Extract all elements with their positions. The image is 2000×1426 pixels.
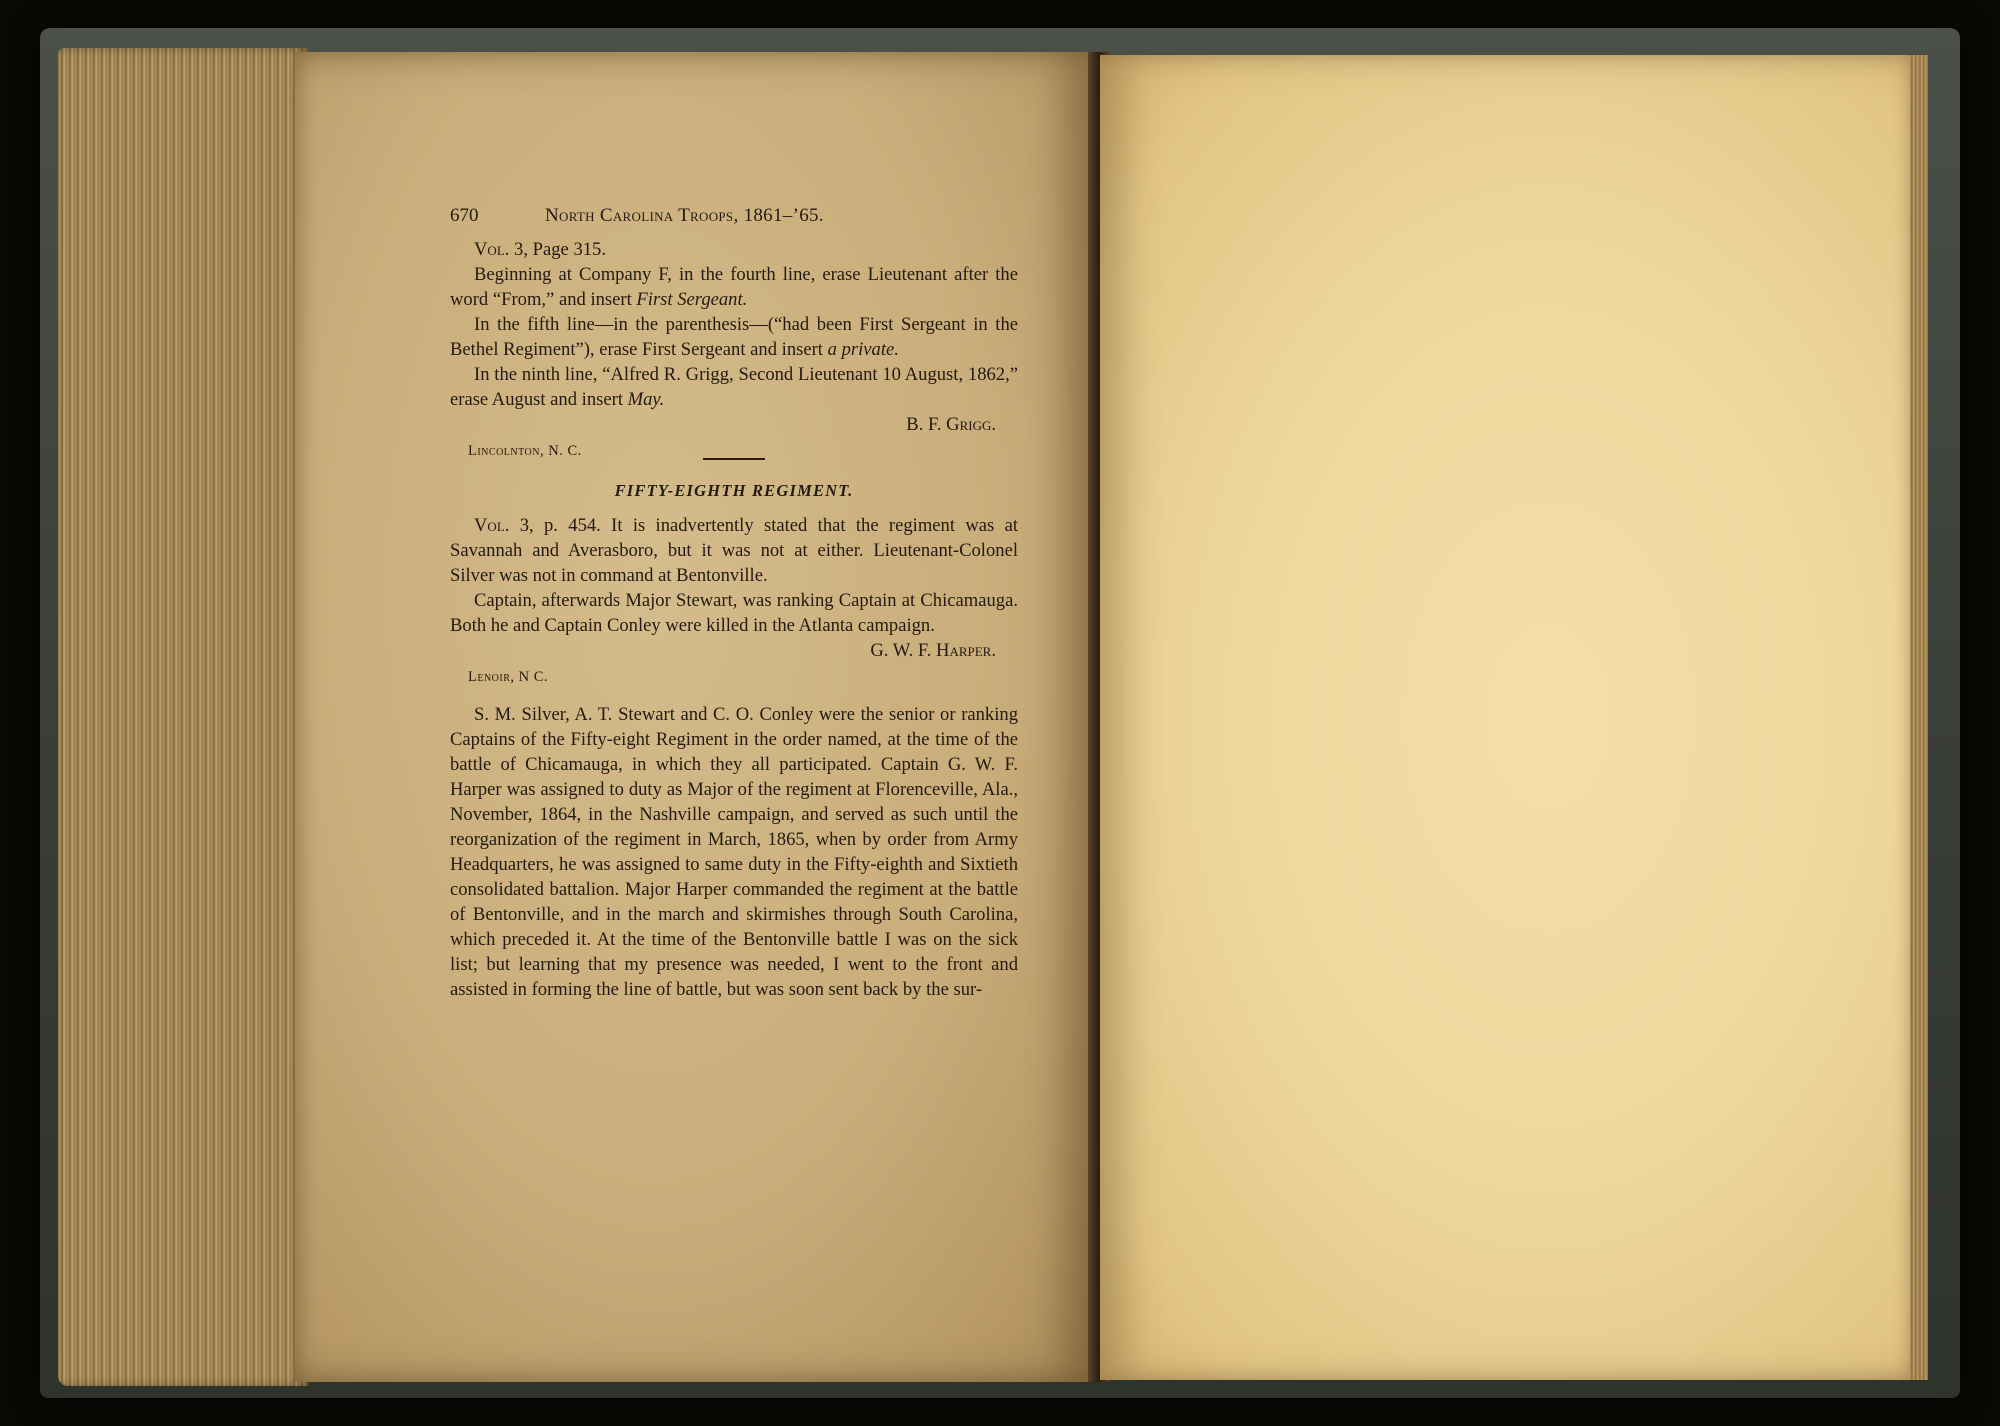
place-lenoir: Lenoir, N C. [468,669,549,685]
paragraph-emphasis: First Sergeant. [636,289,748,310]
signature-harper: G. W. F. Harper. [870,640,996,661]
paragraph [450,513,1018,588]
paragraph [450,262,1018,312]
running-head [450,203,1018,237]
vol-reference-1 [450,237,1018,262]
spacer [450,690,1018,702]
place-lincolnton: Lincolnton, N. C. [468,443,582,459]
paragraph: Captain, afterwards Major Stewart, was ranking Captain at Chicamauga. Both he and Captain Conley were killed in the Atlanta campaign. [450,590,1018,636]
right-page-edge [1910,55,1928,1380]
paragraph-text: Beginning at Company F, in the fourth line, erase Lieutenant after the word “From,” and insert [450,264,1018,310]
vol-abbrev: Vol. [474,239,510,260]
paragraph-text: 3, p. 454. It is inadvertently stated that the regiment was at Savannah and Averasboro, but it was not at either. Lieutenant-Colonel Silver was not in command at Bentonville. [450,515,1018,586]
page-text [450,203,1018,1002]
paragraph [450,362,1018,412]
vol-reference-text: 3, Page 315. [509,239,606,260]
vol-abbrev: Vol. [474,515,510,536]
section-heading: FIFTY-EIGHTH REGIMENT. [614,481,854,500]
running-title: North Carolina Troops, 1861–’65. [545,205,824,226]
paragraph: S. M. Silver, A. T. Stewart and C. O. Conley were the senior or ranking Captains of the Fifty-eight Regiment in the order named, at the time of the battle of Chicamauga, in which they all participated. Captain G. W. F. Harper was assigned to duty as Major of the regiment at Florenceville, Ala., November, 1864, in the Nashville campaign, and served as such until the reorganization of the regiment in March, 1865, when by order from Army Headquarters, he was assigned to same duty in the Fifty-eighth and Sixtieth consolidated battalion. Major Harper commanded the regiment at the battle of Bentonville, and in the march and skirmishes through South Carolina, which preceded it. At the time of the Bentonville battle I was on the sick list; but learning that my presence was needed, I went to the front and assisted in forming the line of battle, but was soon sent back by the sur- [450,704,1018,1000]
paragraph-text: In the fifth line—in the parenthesis—(“had been First Sergeant in the Bethel Regiment”), erase First Sergeant and insert [450,314,1018,360]
page-number: 670 [450,205,479,226]
paragraph-emphasis: a private. [827,339,899,360]
paragraph-emphasis: May. [627,389,665,410]
page-stack-edge [58,48,308,1386]
right-page-blank [1100,55,1915,1380]
paragraph [450,312,1018,362]
section-rule [703,458,765,460]
paragraph-text: In the ninth line, “Alfred R. Grigg, Second Lieutenant 10 August, 1862,” erase August and insert [450,364,1018,410]
signature-grigg: B. F. Grigg. [906,414,996,435]
